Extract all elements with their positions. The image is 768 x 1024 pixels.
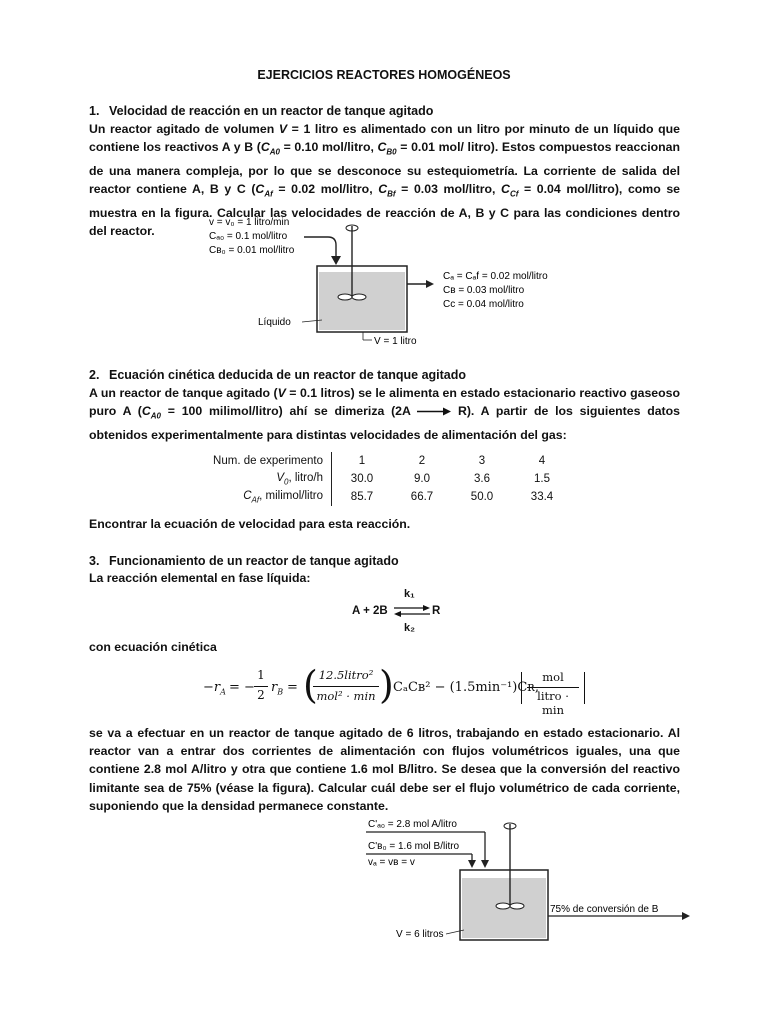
fig1-volume-label: V = 1 litro	[374, 336, 417, 347]
s1-text: Un reactor agitado de volumen	[89, 122, 279, 136]
table-cell: 3.6	[474, 473, 490, 485]
section-1-number: 1.	[89, 104, 100, 118]
fig1-inlet-pipe	[304, 237, 336, 258]
fig1-liquid	[319, 272, 405, 330]
section-3-intro: La reacción elemental en fase líquida:	[89, 571, 311, 585]
eq-rest: CₐCʙ² − (1.5min⁻¹)Cʀ,	[393, 680, 539, 695]
eq-paren-right: )	[379, 663, 394, 707]
eq-rb	[271, 680, 283, 697]
section-3-number: 3.	[89, 554, 100, 568]
eq-r: −r	[203, 680, 221, 695]
s2-var: C	[141, 404, 151, 419]
s1-sub: Bf	[387, 189, 396, 199]
table-cell: 9.0	[414, 473, 430, 485]
s1-text: = 0.01 mol/ litro). Estos compuestos reaccionan de una manera compleja, por lo que se desconoce su estequiometría. La corriente de salida del reactor contiene A, B y C (	[89, 140, 680, 197]
section-2-title: Ecuación cinética deducida de un reactor de tanque agitado	[109, 368, 467, 382]
reaction-scheme	[350, 588, 470, 638]
fig2-volume-label: V = 6 litros	[396, 929, 444, 940]
table-row	[205, 488, 572, 506]
table-cell: 2	[418, 455, 426, 467]
section-2-heading	[89, 368, 466, 382]
k1-label: k₁	[404, 588, 415, 600]
s1-sub: A0	[269, 147, 280, 157]
reaction-arrow-icon	[417, 407, 451, 416]
fig2-in-cb0: C'ʙ₀ = 1.6 mol B/litro	[368, 841, 460, 852]
table-cell: 85.7	[350, 491, 374, 503]
table-row	[205, 452, 572, 470]
fig2-feed-arrow	[481, 860, 489, 868]
fig2-in-ca0: C'ₐ₀ = 2.8 mol A/litro	[368, 819, 457, 830]
fig1-out-cb: Cʙ = 0.03 mol/litro	[443, 285, 525, 296]
table-unit: , milimol/litro	[259, 489, 323, 502]
fig1-in-ca0: Cₐ₀ = 0.1 mol/litro	[209, 231, 288, 242]
reactor-figure-2	[360, 812, 700, 962]
s2-sub: A0	[150, 411, 162, 421]
table-header-label: Num. de experimento	[205, 452, 332, 470]
fig1-in-flow: v = v₀ = 1 litro/min	[209, 217, 290, 228]
s2-text: A un reactor de tanque agitado (	[89, 386, 278, 400]
experiment-table	[205, 452, 573, 506]
table-unit: , litro/h	[288, 471, 323, 484]
table-cell: 1.5	[534, 473, 550, 485]
eq-equals: =	[287, 680, 298, 695]
table-sub: 0	[284, 477, 289, 487]
table-row-label	[205, 488, 332, 506]
s1-text: = 0.04 mol/litro), como se muestra en la figura. Calcular las velocidades de reacción de A, B y C para las condiciones dentro del reactor.	[89, 182, 681, 238]
s2-var: V	[277, 386, 286, 400]
table-var: C	[243, 489, 252, 502]
fig1-out-cc: Cᴄ = 0.04 mol/litro	[443, 299, 524, 310]
fig1-out-ca: Cₐ = Cₐf = 0.02 mol/litro	[443, 271, 548, 282]
table-var: V	[276, 471, 285, 484]
s1-var: C	[501, 182, 510, 197]
eq-unit-den: litro · min	[537, 689, 569, 717]
section-2-number: 2.	[89, 368, 100, 382]
document-title: EJERCICIOS REACTORES HOMOGÉNEOS	[257, 68, 511, 82]
fig2-impeller-blade	[496, 903, 510, 909]
eq-frac-num: 12.5litro²	[318, 668, 374, 682]
reactor-figure-1	[200, 212, 600, 352]
fig1-inlet-arrow	[331, 256, 341, 265]
section-3-title: Funcionamiento de un reactor de tanque agitado	[109, 554, 399, 568]
table-cell: 50.0	[470, 491, 494, 503]
s2-text: = 0.1 litros) se le alimenta en estado estacionario reactivo gaseoso puro A (	[89, 386, 680, 419]
eq-r: r	[271, 680, 278, 695]
eq-frac-den: mol² · min	[316, 689, 376, 703]
s1-sub: Af	[264, 189, 273, 199]
fig1-outlet-arrow	[426, 280, 434, 288]
section-1-heading	[89, 104, 433, 118]
rate-equation	[203, 663, 683, 717]
section-3-heading	[89, 554, 399, 568]
section-1-title: Velocidad de reacción en un reactor de tanque agitado	[109, 104, 434, 118]
s1-var: C	[255, 182, 265, 197]
s1-var: C	[260, 140, 270, 155]
fig1-impeller-blade	[338, 294, 352, 300]
fig2-conversion-label: 75% de conversión de B	[550, 904, 659, 915]
reaction-left: A + 2B	[352, 605, 388, 617]
s1-text: = 0.02 mol/litro,	[272, 182, 379, 197]
eq-unit-num: mol	[542, 670, 564, 684]
eq-paren-left: (	[303, 663, 318, 707]
table-cell: 30.0	[350, 473, 374, 485]
s1-text: = 0.10 mol/litro,	[279, 140, 378, 155]
equilibrium-arrow-icon	[394, 604, 430, 618]
fig2-impeller-blade	[510, 903, 524, 909]
table-sub: Af	[251, 495, 260, 505]
s1-var: C	[377, 140, 387, 155]
fig2-outlet-arrow	[682, 912, 690, 920]
eq-half-num: 1	[257, 668, 265, 682]
table-cell: 1	[358, 455, 366, 467]
fig1-impeller-blade	[352, 294, 366, 300]
eq-lhs	[203, 680, 226, 697]
table-cell: 3	[478, 455, 486, 467]
section-2-footer: Encontrar la ecuación de velocidad para esta reacción.	[89, 517, 411, 531]
section-3-paragraph: se va a efectuar en un reactor de tanque agitado de 6 litros, trabajando en estado estacionario. Al reactor van a entrar dos corrientes de alimentación con flujos volumétricos iguales, una que contiene 2.8 mol A/litro y otra que contiene 1.6 mol B/litro. Se desea que la conversión del reactivo limitante sea de 75% (véase la figura). Calcular cuál debe ser el flujo volumétrico de cada corriente, suponiendo que la densidad permanece constante.	[89, 726, 680, 813]
table-row-label	[205, 470, 332, 488]
fig2-in-flow: vₐ = vʙ = v	[368, 857, 415, 868]
table-cell: 66.7	[410, 491, 434, 503]
s2-text: R). A partir de los siguientes datos obtenidos experimentalmente para distintas velocidades de alimentación del gas:	[89, 404, 680, 442]
s2-text: = 100 milimol/litro) ahí se dimeriza (2A	[161, 404, 418, 419]
k2-label: k₂	[404, 622, 416, 634]
table-cell: 33.4	[530, 491, 554, 503]
s1-text: = 0.03 mol/litro,	[395, 182, 502, 197]
fig1-liquid-label: Líquido	[258, 317, 291, 328]
eq-equals: = −	[229, 680, 255, 695]
eq-unit-bar	[527, 687, 579, 688]
s1-text: = 1 litro es alimentado con un litro por minuto de un líquido que contiene los reactivos A y B (	[89, 122, 680, 155]
kinetic-intro: con ecuación cinética	[89, 640, 217, 654]
eq-half-den: 2	[257, 688, 265, 702]
s1-sub: Cf	[509, 189, 519, 199]
eq-sub: A	[220, 687, 226, 697]
reaction-right: R	[432, 605, 441, 617]
s1-var: C	[378, 182, 388, 197]
section-2-paragraph	[89, 384, 680, 444]
fig2-feed-arrow	[468, 860, 476, 868]
eq-sub: B	[277, 687, 284, 697]
table-row	[205, 470, 572, 488]
fig1-in-cb0: Cʙ₀ = 0.01 mol/litro	[209, 245, 295, 256]
eq-half-bar	[254, 686, 268, 687]
s1-sub: B0	[386, 147, 397, 157]
s1-var: V	[278, 122, 288, 136]
eq-frac-bar	[313, 686, 379, 687]
table-cell: 4	[538, 455, 546, 467]
